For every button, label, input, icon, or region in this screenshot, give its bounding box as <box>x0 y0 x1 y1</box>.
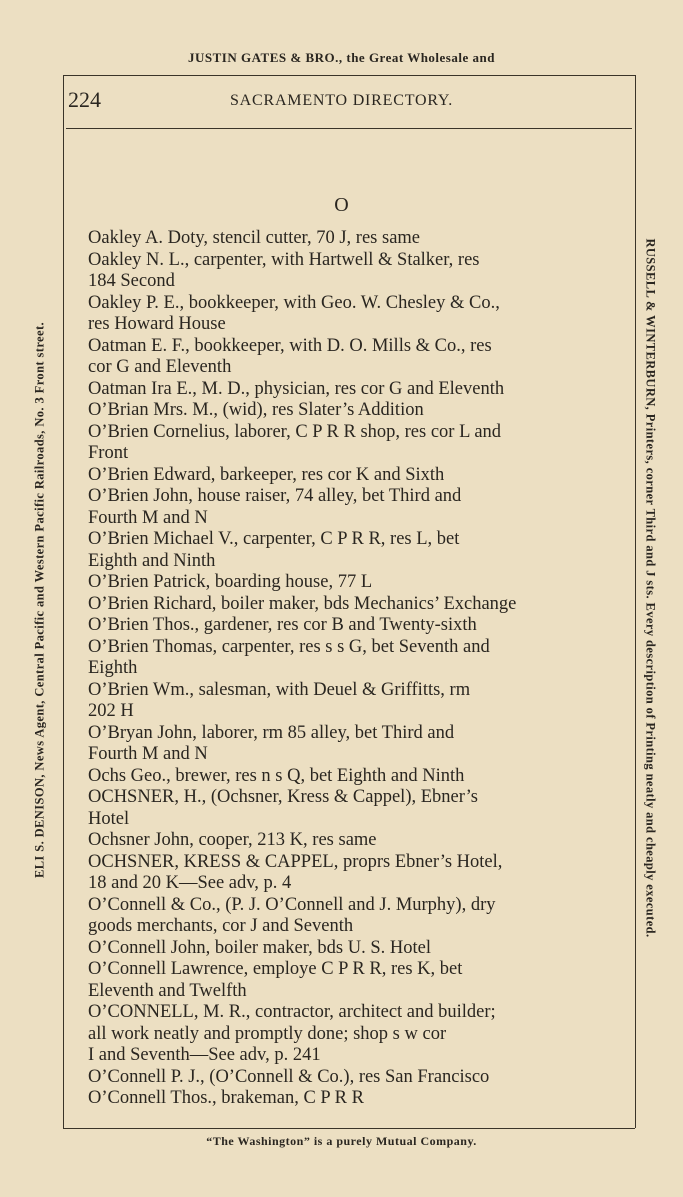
directory-entry <box>88 400 608 422</box>
entry-text: O’Brien Patrick, boarding house, 77 L <box>88 572 373 592</box>
directory-entry <box>88 766 608 788</box>
entry-text: O’Connell P. J., (O’Connell & Co.), res San Francisco <box>88 1066 490 1087</box>
entry-text: O’Bryan John, laborer, rm 85 alley, bet Third and <box>88 722 455 743</box>
directory-entry <box>88 336 608 379</box>
entry-text: O’Brien Michael V., carpenter, C P R R, res L, bet <box>88 529 460 549</box>
entry-text: O’Connell & Co., (P. J. O’Connell and J. Murphy), dry <box>88 894 496 915</box>
entry-text: O’Brien Wm., salesman, with Deuel & Griffitts, rm <box>88 679 471 700</box>
entry-continuation: Hotel <box>88 808 130 829</box>
directory-entry <box>88 379 608 401</box>
directory-entry <box>88 1002 608 1067</box>
entry-text: O’Brien Thos., gardener, res cor B and Twenty-sixth <box>88 615 477 635</box>
entry-continuation: Fourth M and N <box>88 507 208 528</box>
directory-entry <box>88 594 608 616</box>
directory-entry <box>88 1067 608 1089</box>
left-advert-text: ELI S. DENISON, News Agent, Central Pacific and Western Pacific Railroads, No. 3 Front street. <box>32 321 47 879</box>
directory-entry <box>88 529 608 572</box>
entry-text: OCHSNER, KRESS & CAPPEL, proprs Ebner’s Hotel, <box>88 851 503 872</box>
entry-continuation: goods merchants, cor J and Seventh <box>88 916 354 936</box>
directory-entry <box>88 723 608 766</box>
entry-continuation: Eighth and Ninth <box>88 550 216 571</box>
entry-continuation: cor G and Eleventh <box>88 357 232 377</box>
entry-text: O’Connell Thos., brakeman, C P R R <box>88 1088 364 1108</box>
frame-bottom-rule <box>63 1128 635 1129</box>
entry-text: Ochsner John, cooper, 213 K, res same <box>88 830 377 850</box>
right-advert-text: RUSSELL & WINTERBURN, Printers, corner Third and J sts. Every description of Printing neatly and cheaply executed. <box>643 238 658 938</box>
directory-entry <box>88 293 608 336</box>
directory-entry <box>88 250 608 293</box>
entry-continuation: 184 Second <box>88 271 175 291</box>
directory-entry <box>88 228 608 250</box>
entry-continuation: Eighth <box>88 658 138 678</box>
directory-entry <box>88 465 608 487</box>
directory-entry <box>88 895 608 938</box>
entry-text: O’Brien Cornelius, laborer, C P R R shop, res cor L and <box>88 421 502 442</box>
directory-entry <box>88 486 608 529</box>
entry-text: O’Connell John, boiler maker, bds U. S. Hotel <box>88 937 432 958</box>
entry-text: O’Brien Thomas, carpenter, res s s G, bet Seventh and <box>88 636 490 657</box>
page-number: 224 <box>68 87 101 112</box>
directory-entry <box>88 615 608 637</box>
entry-continuation: Fourth M and N <box>88 744 208 764</box>
directory-entry <box>88 830 608 852</box>
directory-entries <box>88 228 608 1110</box>
header-rule <box>66 128 632 129</box>
entry-text: O’Brien Richard, boiler maker, bds Mechanics’ Exchange <box>88 593 517 614</box>
entry-continuation: Eleventh and Twelfth <box>88 980 247 1001</box>
directory-entry <box>88 787 608 830</box>
entry-text: O’Brien Edward, barkeeper, res cor K and Sixth <box>88 464 445 485</box>
entry-text: Oakley A. Doty, stencil cutter, 70 J, res same <box>88 228 421 248</box>
entry-text: Oakley P. E., bookkeeper, with Geo. W. Chesley & Co., <box>88 292 500 313</box>
entry-text: O’Connell Lawrence, employe C P R R, res K, bet <box>88 959 463 979</box>
entry-text: Ochs Geo., brewer, res n s Q, bet Eighth and Ninth <box>88 765 465 786</box>
entry-text: Oatman E. F., bookkeeper, with D. O. Mills & Co., res <box>88 335 492 356</box>
frame-right-rule <box>635 75 636 1128</box>
bottom-advertisement: “The Washington” is a purely Mutual Company. <box>206 1134 477 1148</box>
directory-entry <box>88 1088 608 1110</box>
directory-entry <box>88 572 608 594</box>
top-advertisement: JUSTIN GATES & BRO., the Great Wholesale and <box>188 50 495 65</box>
entry-text: O’CONNELL, M. R., contractor, architect and builder; <box>88 1002 496 1022</box>
directory-entry <box>88 959 608 1002</box>
entry-continuation: res Howard House <box>88 314 226 334</box>
entry-continuation: I and Seventh—See adv, p. 241 <box>88 1045 321 1065</box>
directory-entry <box>88 637 608 680</box>
entry-text: O’Brien John, house raiser, 74 alley, bet Third and <box>88 486 462 506</box>
running-title: SACRAMENTO DIRECTORY. <box>229 92 454 109</box>
directory-entry <box>88 422 608 465</box>
entry-continuation: 18 and 20 K—See adv, p. 4 <box>88 873 292 893</box>
entry-text: OCHSNER, H., (Ochsner, Kress & Cappel), Ebner’s <box>88 787 478 807</box>
frame-top-rule <box>63 75 635 76</box>
entry-text: Oatman Ira E., M. D., physician, res cor G and Eleventh <box>88 378 505 399</box>
entry-text: Oakley N. L., carpenter, with Hartwell & Stalker, res <box>88 249 480 270</box>
entry-text: O’Brian Mrs. M., (wid), res Slater’s Addition <box>88 400 424 420</box>
entry-continuation: Front <box>88 443 129 463</box>
entry-continuation: 202 H <box>88 701 134 721</box>
frame-left-rule <box>63 75 64 1128</box>
section-letter: O <box>334 194 349 216</box>
directory-entry <box>88 852 608 895</box>
directory-entry <box>88 938 608 960</box>
directory-entry <box>88 680 608 723</box>
entry-continuation: all work neatly and promptly done; shop s w cor <box>88 1023 447 1044</box>
